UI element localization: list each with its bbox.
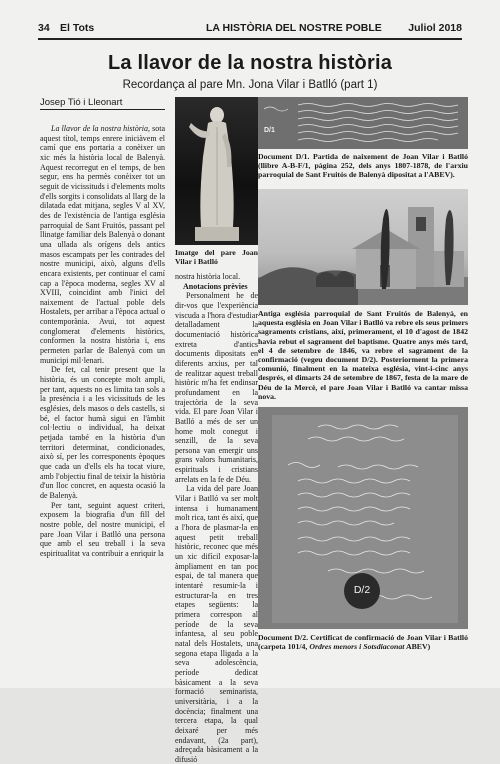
article-title: La llavor de la nostra història	[107, 52, 393, 74]
header-rule	[38, 38, 462, 40]
issue-date: Juliol 2018	[408, 22, 462, 34]
document-d1-photo	[258, 97, 468, 149]
document-d2-photo	[258, 407, 468, 629]
statue-figure	[175, 97, 258, 245]
running-header	[38, 22, 462, 36]
statue-caption: Imatge del pare Joan Vilar i Batlló	[175, 248, 258, 267]
document-d1-caption: Document D/1. Partida de naixement de Joan Vilar i Batlló (llibre A-B-F/1, pàgina 252, dels anys 1807-1878, de l'arxiu parroquial de Sant Fruitós de Balenyà dipositat a l'ABEV).	[258, 152, 468, 180]
intro-text: sota aquest títol, temps enrere iniciàvem el camí que ens portaria a conèixer un xic més la història local de Balenyà. Aquest recorregut en el temps, de ben segur, ens ha permès conèixer tot un seguit de vicissituds i d'elements molts d'ells sorgits i consolidats al llarg de la dilatada edat mitjana, segles V al XV, des de l'existència de l'antiga església parroquial de Sant Fruitós, passant pel llinatge familiar dels Balenyà o donant una ullada als orígens dels antics masos escampats per les contrades del nostre municipi, això, alguns d'ells encara existents, per continuar el camí cap a l'època moderna, segles XV al XVIII, coincidint amb l'inici del naixement de l'actual poble dels Hostalets, per arribar a l'època actual o contemporània. Avui, tot aquest conglomerat d'elements històrics, conformen la nostra història i, ens permeten parlar de Balenyà com un municipi mil·lenari.	[40, 124, 165, 365]
caption-italic: Ordres menors i Sotsdiaconat	[309, 642, 405, 652]
text-column-1	[40, 124, 165, 672]
section-title: LA HISTÒRIA DEL NOSTRE POBLE	[206, 22, 382, 34]
church-illustration	[258, 189, 468, 305]
paragraph: De fet, cal tenir present que la història, és un concepte molt ampli, per tant, aquests no es limita tan sols a la presència i a les vicissituds de les esglésies, dels masos o dels castells, si bé, el factor humà sigui en l'àmbit col·lectiu o individual, ha deixat petjada també en la història d'un territori determinat, condicionades, això sí, per les corresponents èpoques que cada un d'ells els ha tocat viure, amb l'objectiu final de teixir la història d'un lloc concret, en aquesta ocasió la de Balenyà.	[40, 365, 165, 500]
paragraph: Personalment he de dir-vos que l'experiència viscuda a l'hora d'estudiar detalladament la documentació històrica extreta d'antics documents dipositats en diferents arxius, per tal de realitzar aquest treball històric m'ha fet endinsar profundament en la trajectòria de la seva vida. El pare Joan Vilar i Batlló a més de ser un home molt conegut i senzill, de la seva persona van emergir uns grans valors humanitaris, espirituals i cristians arrelats en la fe de Déu.	[175, 291, 258, 484]
section-heading: Anotacions prèvies	[183, 281, 248, 291]
statue-photo	[175, 97, 258, 245]
document-d2-tag: D/2	[353, 584, 371, 596]
paragraph-intro	[40, 124, 165, 365]
document-d2-caption	[258, 633, 468, 651]
caption-main: Document D/2. Certificat de confirmació de Joan Vilar i Batlló (carpeta 101/4,	[258, 633, 468, 652]
intro-lead: La llavor de la nostra història,	[51, 124, 151, 133]
church-caption: Antiga església parroquial de Sant Fruitós de Balenyà, en aquesta església en Joan Vilar i Batlló va rebre els seus primers sagraments cristians, així, primerament, el 10 d'agost de 1842 havia rebut el sagrament del baptisme. Quatre anys més tard, el 4 de setembre de 1846, va rebre el sagrament de la confirmació (vegeu document D/2). Posteriorment la primera comunió, finalment en la mateixa església, vint-i-cinc anys després, el dimarts 24 de setembre de 1867, festa de la mare de Déu de la Mercè, el pare Joan Vilar i Batlló va cantar missa nova.	[258, 309, 468, 401]
paragraph: La vida del pare Joan Vilar i Batlló va ser molt intensa i humanament molt rica, tant és així, que a l'hora de plasmar-la en aquest petit treball històric, reconec que més un xic difícil exposar-la àmpliament en tan poc espai, de tal manera que intentaré resumir-la i estructurar-la en tres etapes següents: la primera correspon al període de la seva infantesa, al seu poble natal dels Hostalets, una segona etapa lligada a la seva adolescència, període dedicat bàsicament a la seva formació seminarista, universitària, i a la docència; finalment una tercera etapa, la qual deixaré per més endavant, (2a part), adreçada bàsicament a la difusió	[175, 484, 258, 764]
caption-end: ABEV)	[405, 642, 431, 652]
magazine-name: El Tots	[60, 22, 95, 34]
text-column-2	[175, 272, 258, 764]
handwriting-texture	[258, 97, 468, 149]
paragraph: nostra història local.	[175, 272, 241, 281]
paragraph: Per tant, seguint aquest criteri, exposem la biografia d'un fill del nostre poble, del nostre municipi, el pare Joan Vilar i Batlló una persona que amb el seu treball i la seva espiritualitat va contribuir a enriquir la	[40, 500, 165, 558]
church-photo	[258, 189, 468, 305]
article-subtitle: Recordança al pare Mn. Jona Vilar i Batlló (part 1)	[122, 79, 378, 91]
article-author: Josep Tió i Lleonart	[40, 97, 165, 110]
page-number: 34	[38, 22, 50, 34]
document-d1-tag: D/1	[264, 127, 275, 134]
